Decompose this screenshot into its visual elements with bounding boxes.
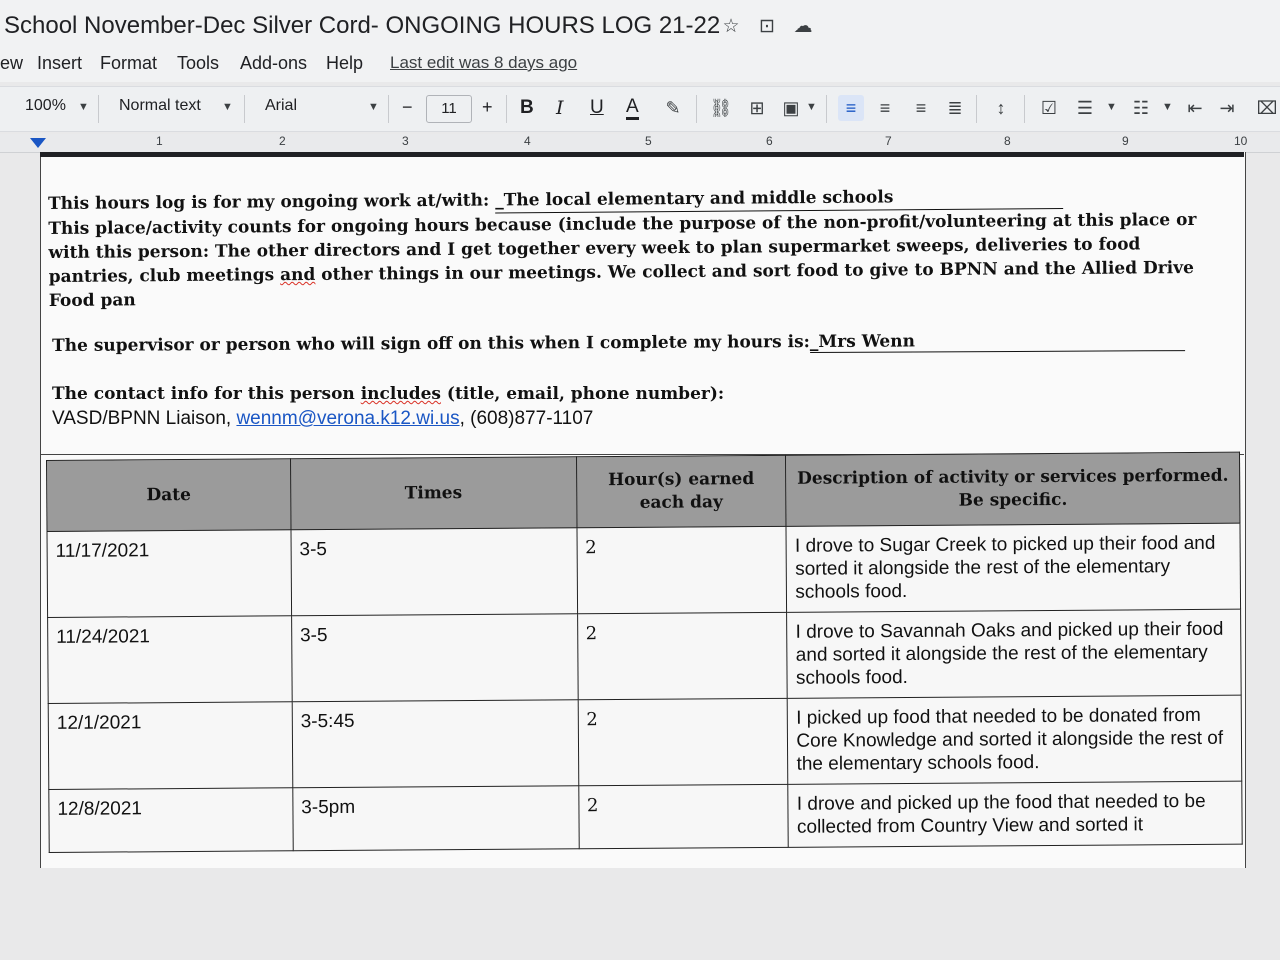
menu-addons[interactable]: Add-ons: [240, 53, 308, 73]
checklist-icon[interactable]: ☑: [1040, 98, 1058, 118]
italic-button[interactable]: I: [556, 97, 564, 119]
text-color-button[interactable]: A: [626, 97, 639, 120]
document-title[interactable]: School November-Dec Silver Cord- ONGOING HOURS LOG 21-22: [4, 12, 721, 39]
hours-log-table: [46, 452, 1243, 853]
font-caret-icon[interactable]: ▼: [368, 101, 379, 113]
supervisor-label: The supervisor or person who will sign off on this when I complete my hours is:: [52, 332, 810, 356]
bulleted-list-icon[interactable]: ☰: [1076, 98, 1094, 118]
ruler-number: 5: [645, 134, 652, 148]
cell-date[interactable]: 12/8/2021: [49, 788, 293, 853]
header-date[interactable]: Date: [47, 459, 291, 532]
work-at-value[interactable]: _The local elementary and middle schools: [495, 184, 1063, 213]
cell-description[interactable]: I drove to Savannah Oaks and picked up their food and sorted it alongside the rest of the elementary schools food.: [787, 609, 1241, 698]
image-icon[interactable]: ▣: [782, 98, 800, 118]
toolbar-divider: [1024, 95, 1025, 123]
decrease-indent-icon[interactable]: ⇤: [1187, 98, 1203, 118]
underline-button[interactable]: U: [590, 97, 604, 118]
spellcheck-word[interactable]: includes: [360, 384, 441, 404]
title-bar: [0, 0, 1280, 48]
because-text: This place/activity counts for ongoing hours because (include the purpose of the non-profit/volunteering at this place or with this person: The other directors and I get together every week to plan supermarket sweeps, deliveries to food pantries, club meetings: [48, 209, 1197, 287]
header-hours[interactable]: Hour(s) earned each day: [576, 455, 786, 527]
intro-text[interactable]: [48, 183, 1229, 313]
toolbar-divider: [506, 95, 507, 123]
page-top-border: [40, 152, 1244, 157]
table-row: [48, 695, 1242, 789]
cell-hours[interactable]: 2: [577, 526, 787, 613]
because-paragraph: [48, 208, 1229, 313]
toolbar-divider: [98, 95, 99, 123]
ruler-number: 10: [1234, 134, 1248, 148]
ruler-number: 3: [402, 134, 409, 148]
contact-info: [52, 408, 593, 430]
highlight-icon[interactable]: ✎: [665, 98, 681, 118]
cell-description[interactable]: I drove to Sugar Creek to picked up their food and sorted it alongside the rest of the elementary schools food.: [786, 523, 1240, 612]
ruler-number: 1: [156, 134, 163, 148]
ruler-number: 7: [885, 134, 892, 148]
image-caret-icon[interactable]: ▼: [806, 101, 817, 113]
line-spacing-icon[interactable]: ↕: [996, 98, 1006, 118]
style-caret-icon[interactable]: ▼: [222, 101, 233, 113]
header-description[interactable]: Description of activity or services performed. Be specific.: [786, 452, 1240, 526]
align-right-icon[interactable]: ≡: [915, 98, 927, 118]
toolbar-divider: [826, 95, 827, 123]
zoom-select[interactable]: 100%: [25, 97, 66, 114]
cell-times[interactable]: 3-5: [291, 614, 577, 702]
last-edit-link[interactable]: Last edit was 8 days ago: [390, 53, 578, 72]
move-to-folder-icon[interactable]: ⊡: [759, 16, 775, 37]
align-left-icon[interactable]: ≡: [838, 95, 864, 121]
menu-bar: [0, 48, 1280, 82]
ruler-number: 4: [524, 134, 531, 148]
increase-font-size-button[interactable]: +: [482, 97, 493, 117]
cell-description[interactable]: I picked up food that needed to be donated from Core Knowledge and sorted it alongside the rest of the elementary schools food.: [788, 695, 1242, 784]
toolbar-divider: [244, 95, 245, 123]
toolbar: [0, 86, 1280, 132]
table-row: [48, 609, 1242, 703]
numbered-caret-icon[interactable]: ▼: [1162, 101, 1173, 113]
paragraph-style-select[interactable]: Normal text: [119, 97, 201, 114]
menu-format[interactable]: Format: [100, 53, 158, 73]
ruler-number: 6: [766, 134, 773, 148]
title-icons: [720, 16, 814, 38]
increase-indent-icon[interactable]: ⇥: [1219, 98, 1235, 118]
contact-email-link[interactable]: wennm@verona.k12.wi.us: [236, 408, 460, 429]
link-icon[interactable]: ⛓: [709, 98, 733, 118]
menu-insert[interactable]: Insert: [37, 53, 83, 73]
contact-label-text: (title, email, phone number):: [440, 384, 725, 404]
bold-button[interactable]: B: [520, 97, 534, 118]
table-header-row: [47, 452, 1240, 531]
toolbar-divider: [696, 95, 697, 123]
align-center-icon[interactable]: ≡: [879, 98, 891, 118]
contact-label-text: The contact info for this person: [52, 384, 361, 404]
cell-description[interactable]: I drove and picked up the food that needed to be collected from Country View and sorted it: [788, 781, 1242, 847]
menu-help[interactable]: Help: [326, 53, 364, 73]
supervisor-value[interactable]: _Mrs Wenn: [810, 330, 1185, 353]
work-at-label: This hours log is for my ongoing work at/with:: [48, 190, 496, 214]
contact-phone: , (608)877-1107: [459, 408, 594, 429]
cell-times[interactable]: 3-5pm: [293, 786, 579, 851]
ruler[interactable]: [0, 134, 1280, 153]
menu-tools[interactable]: Tools: [177, 53, 220, 73]
cell-times[interactable]: 3-5:45: [292, 700, 578, 788]
comment-icon[interactable]: ⊞: [749, 98, 765, 118]
cloud-status-icon[interactable]: ☁: [793, 16, 813, 37]
numbered-list-icon[interactable]: ☷: [1132, 98, 1150, 118]
cell-date[interactable]: 12/1/2021: [48, 702, 292, 790]
zoom-caret-icon[interactable]: ▼: [78, 101, 89, 113]
header-times[interactable]: Times: [290, 457, 576, 530]
ruler-number: 9: [1122, 134, 1129, 148]
indent-marker-icon[interactable]: [30, 138, 46, 148]
toolbar-divider: [388, 95, 389, 123]
star-icon[interactable]: ☆: [722, 16, 740, 37]
because-tail: other things in our meetings. We collect and sort food to give to BPNN and the Allied Drive Food pan: [48, 258, 1194, 311]
contact-title: VASD/BPNN Liaison,: [52, 408, 237, 429]
decrease-font-size-button[interactable]: −: [402, 97, 413, 117]
cell-times[interactable]: 3-5: [291, 528, 577, 616]
cell-hours[interactable]: 2: [577, 612, 787, 699]
font-size-input[interactable]: 11: [426, 95, 472, 123]
clear-formatting-icon[interactable]: ⌧: [1256, 98, 1278, 118]
ruler-number: 2: [279, 134, 286, 148]
cell-date[interactable]: 11/17/2021: [47, 530, 291, 618]
table-row: [47, 523, 1241, 617]
cell-hours[interactable]: 2: [578, 698, 788, 785]
spellcheck-word[interactable]: and: [279, 264, 316, 286]
contact-label: [52, 384, 724, 404]
justify-icon[interactable]: ≣: [947, 98, 963, 118]
cell-date[interactable]: 11/24/2021: [48, 616, 292, 704]
menu-view[interactable]: ew: [0, 53, 24, 73]
toolbar-divider: [976, 95, 977, 123]
font-select[interactable]: Arial: [265, 97, 298, 114]
table-row: [49, 781, 1242, 852]
ruler-number: 8: [1004, 134, 1011, 148]
cell-hours[interactable]: 2: [578, 784, 788, 848]
bullet-caret-icon[interactable]: ▼: [1106, 101, 1117, 113]
